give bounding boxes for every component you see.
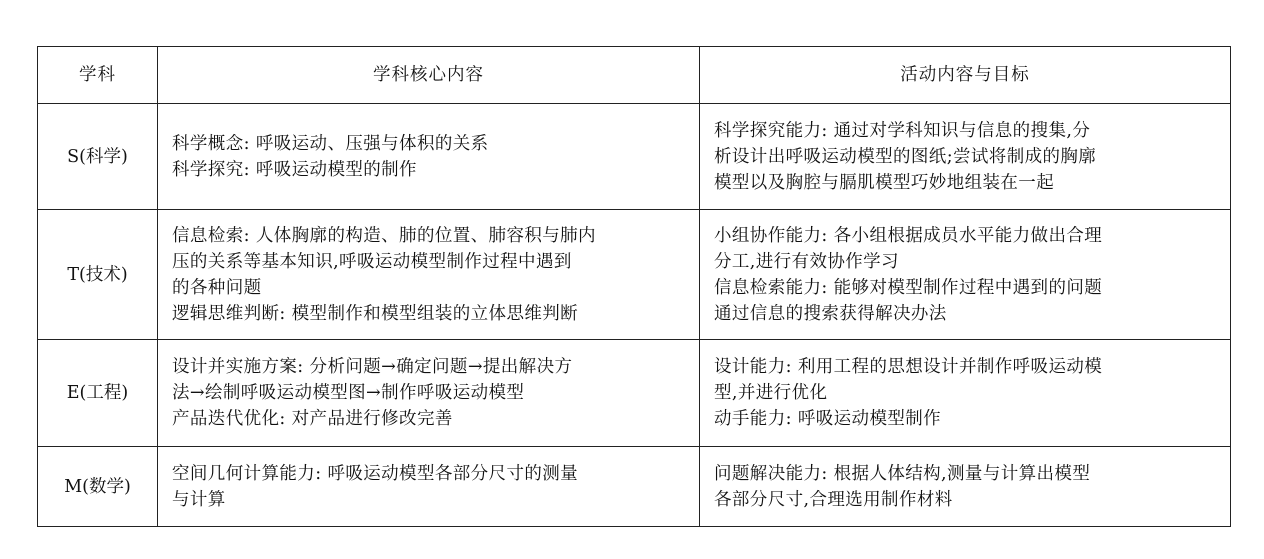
core-content-cell	[158, 340, 700, 447]
table-header	[38, 47, 1231, 104]
core-line: 科学概念: 呼吸运动、压强与体积的关系	[172, 133, 489, 154]
activity-cell	[700, 340, 1231, 447]
table-row-engineering	[38, 340, 1231, 447]
activity-line: 通过信息的搜索获得解决办法	[714, 303, 947, 324]
activity-line: 各部分尺寸,合理选用制作材料	[714, 489, 953, 510]
activity-line: 型,并进行优化	[714, 383, 828, 403]
activity-line: 动手能力: 呼吸运动模型制作	[714, 409, 942, 429]
activity-line: 分工,进行有效协作学习	[714, 251, 899, 272]
activity-line: 析设计出呼吸运动模型的图纸;尝试将制成的胸廓	[714, 146, 1097, 167]
core-line: 科学探究: 呼吸运动模型的制作	[172, 159, 417, 180]
core-content-cell	[158, 210, 700, 340]
subject-cell: T(技术)	[38, 210, 158, 340]
core-line: 逻辑思维判断: 模型制作和模型组装的立体思维判断	[172, 303, 579, 324]
table-row-science	[38, 104, 1231, 210]
activity-cell	[700, 447, 1231, 527]
subject-cell: S(科学)	[38, 104, 158, 210]
activity-line: 信息检索能力: 能够对模型制作过程中遇到的问题	[714, 277, 1103, 298]
core-line: 的各种问题	[172, 277, 262, 298]
core-line: 法→绘制呼吸运动模型图→制作呼吸运动模型	[172, 383, 525, 403]
header-core-content: 学科核心内容	[158, 47, 700, 104]
subject-cell: M(数学)	[38, 447, 158, 527]
header-row	[38, 47, 1231, 104]
activity-cell	[700, 210, 1231, 340]
core-line: 产品迭代优化: 对产品进行修改完善	[172, 409, 453, 429]
core-line: 信息检索: 人体胸廓的构造、肺的位置、肺容积与肺内	[172, 225, 596, 246]
activity-line: 设计能力: 利用工程的思想设计并制作呼吸运动模	[714, 357, 1103, 377]
core-content-cell	[158, 104, 700, 210]
header-subject: 学科	[38, 47, 158, 104]
core-line: 与计算	[172, 489, 226, 510]
subject-cell: E(工程)	[38, 340, 158, 447]
activity-line: 模型以及胸腔与膈肌模型巧妙地组装在一起	[714, 172, 1055, 193]
activity-cell	[700, 104, 1231, 210]
table-body	[38, 104, 1231, 527]
table-row-technology	[38, 210, 1231, 340]
core-line: 设计并实施方案: 分析问题→确定问题→提出解决方	[172, 357, 573, 377]
activity-line: 小组协作能力: 各小组根据成员水平能力做出合理	[714, 225, 1103, 246]
core-line: 空间几何计算能力: 呼吸运动模型各部分尺寸的测量	[172, 463, 579, 484]
stem-activity-table	[37, 46, 1231, 527]
activity-line: 问题解决能力: 根据人体结构,测量与计算出模型	[714, 463, 1091, 484]
table-row-math	[38, 447, 1231, 527]
core-line: 压的关系等基本知识,呼吸运动模型制作过程中遇到	[172, 251, 572, 272]
header-activity-goals: 活动内容与目标	[700, 47, 1231, 104]
activity-line: 科学探究能力: 通过对学科知识与信息的搜集,分	[714, 120, 1091, 141]
core-content-cell	[158, 447, 700, 527]
